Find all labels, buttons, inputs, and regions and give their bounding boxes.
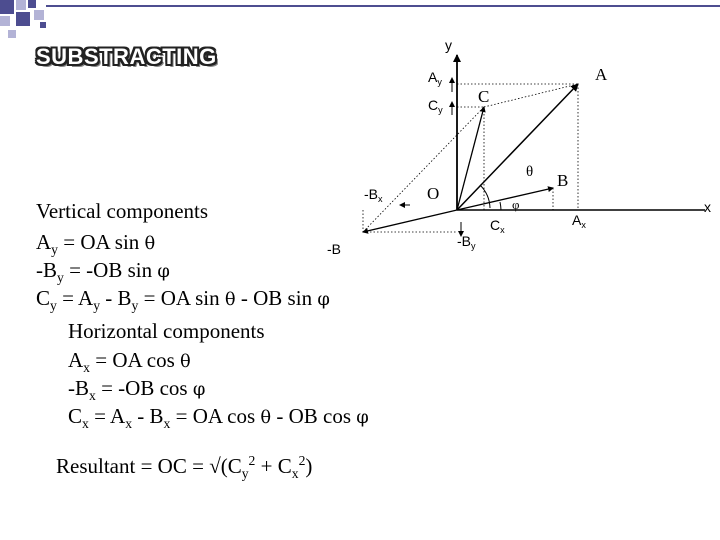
vector-b [457, 188, 553, 210]
vector-b-label: B [557, 171, 569, 190]
vector-c-label: C [478, 87, 490, 106]
origin-label: O [427, 184, 440, 203]
equation-cy: $C_y = A_y - B_y$ = OA sin θ - OB sin φ [36, 286, 330, 313]
component-ay-label: $A_y$ [428, 69, 442, 88]
vector-c [457, 107, 484, 210]
equation-neg-bx: $-B_x = -OB$ cos φ [68, 376, 206, 403]
component-cy-label: $C_y$ [428, 97, 443, 116]
component-ax-label: $A_x$ [572, 212, 586, 231]
y-axis-label: y [445, 37, 452, 53]
equation-ax: $A_x$ = OA cos θ [68, 348, 191, 375]
phi-arc [500, 202, 501, 210]
construction-line [363, 107, 484, 232]
vector-neg-b-label: -B [327, 241, 341, 257]
component-negbx-label: $-B_x$ [364, 186, 383, 205]
slide-title: SUBSTRACTING [36, 44, 217, 69]
vector-a-label: A [595, 65, 608, 84]
vector-a [457, 84, 578, 210]
component-cx-label: $C_x$ [490, 217, 505, 236]
equation-cx: $C_x = A_x - B_x$ = OA cos θ - OB cos φ [68, 404, 369, 431]
equation-resultant: Resultant = OC = $√(C_y^2 + C_x^2)$ [56, 453, 313, 481]
vertical-components-heading: Vertical components [36, 199, 209, 223]
horizontal-components-heading: Horizontal components [68, 319, 265, 343]
equation-neg-by: $-B_y = -OB$ sin φ [36, 258, 170, 285]
construction-line [484, 84, 578, 107]
component-negby-label: $-B_y$ [457, 233, 476, 252]
theta-label: θ [526, 164, 534, 180]
phi-label: φ [512, 197, 520, 212]
equation-ay: $A_y$ = OA sin θ [36, 230, 156, 257]
vector-neg-b [363, 210, 457, 232]
x-axis-label: x [704, 199, 711, 215]
